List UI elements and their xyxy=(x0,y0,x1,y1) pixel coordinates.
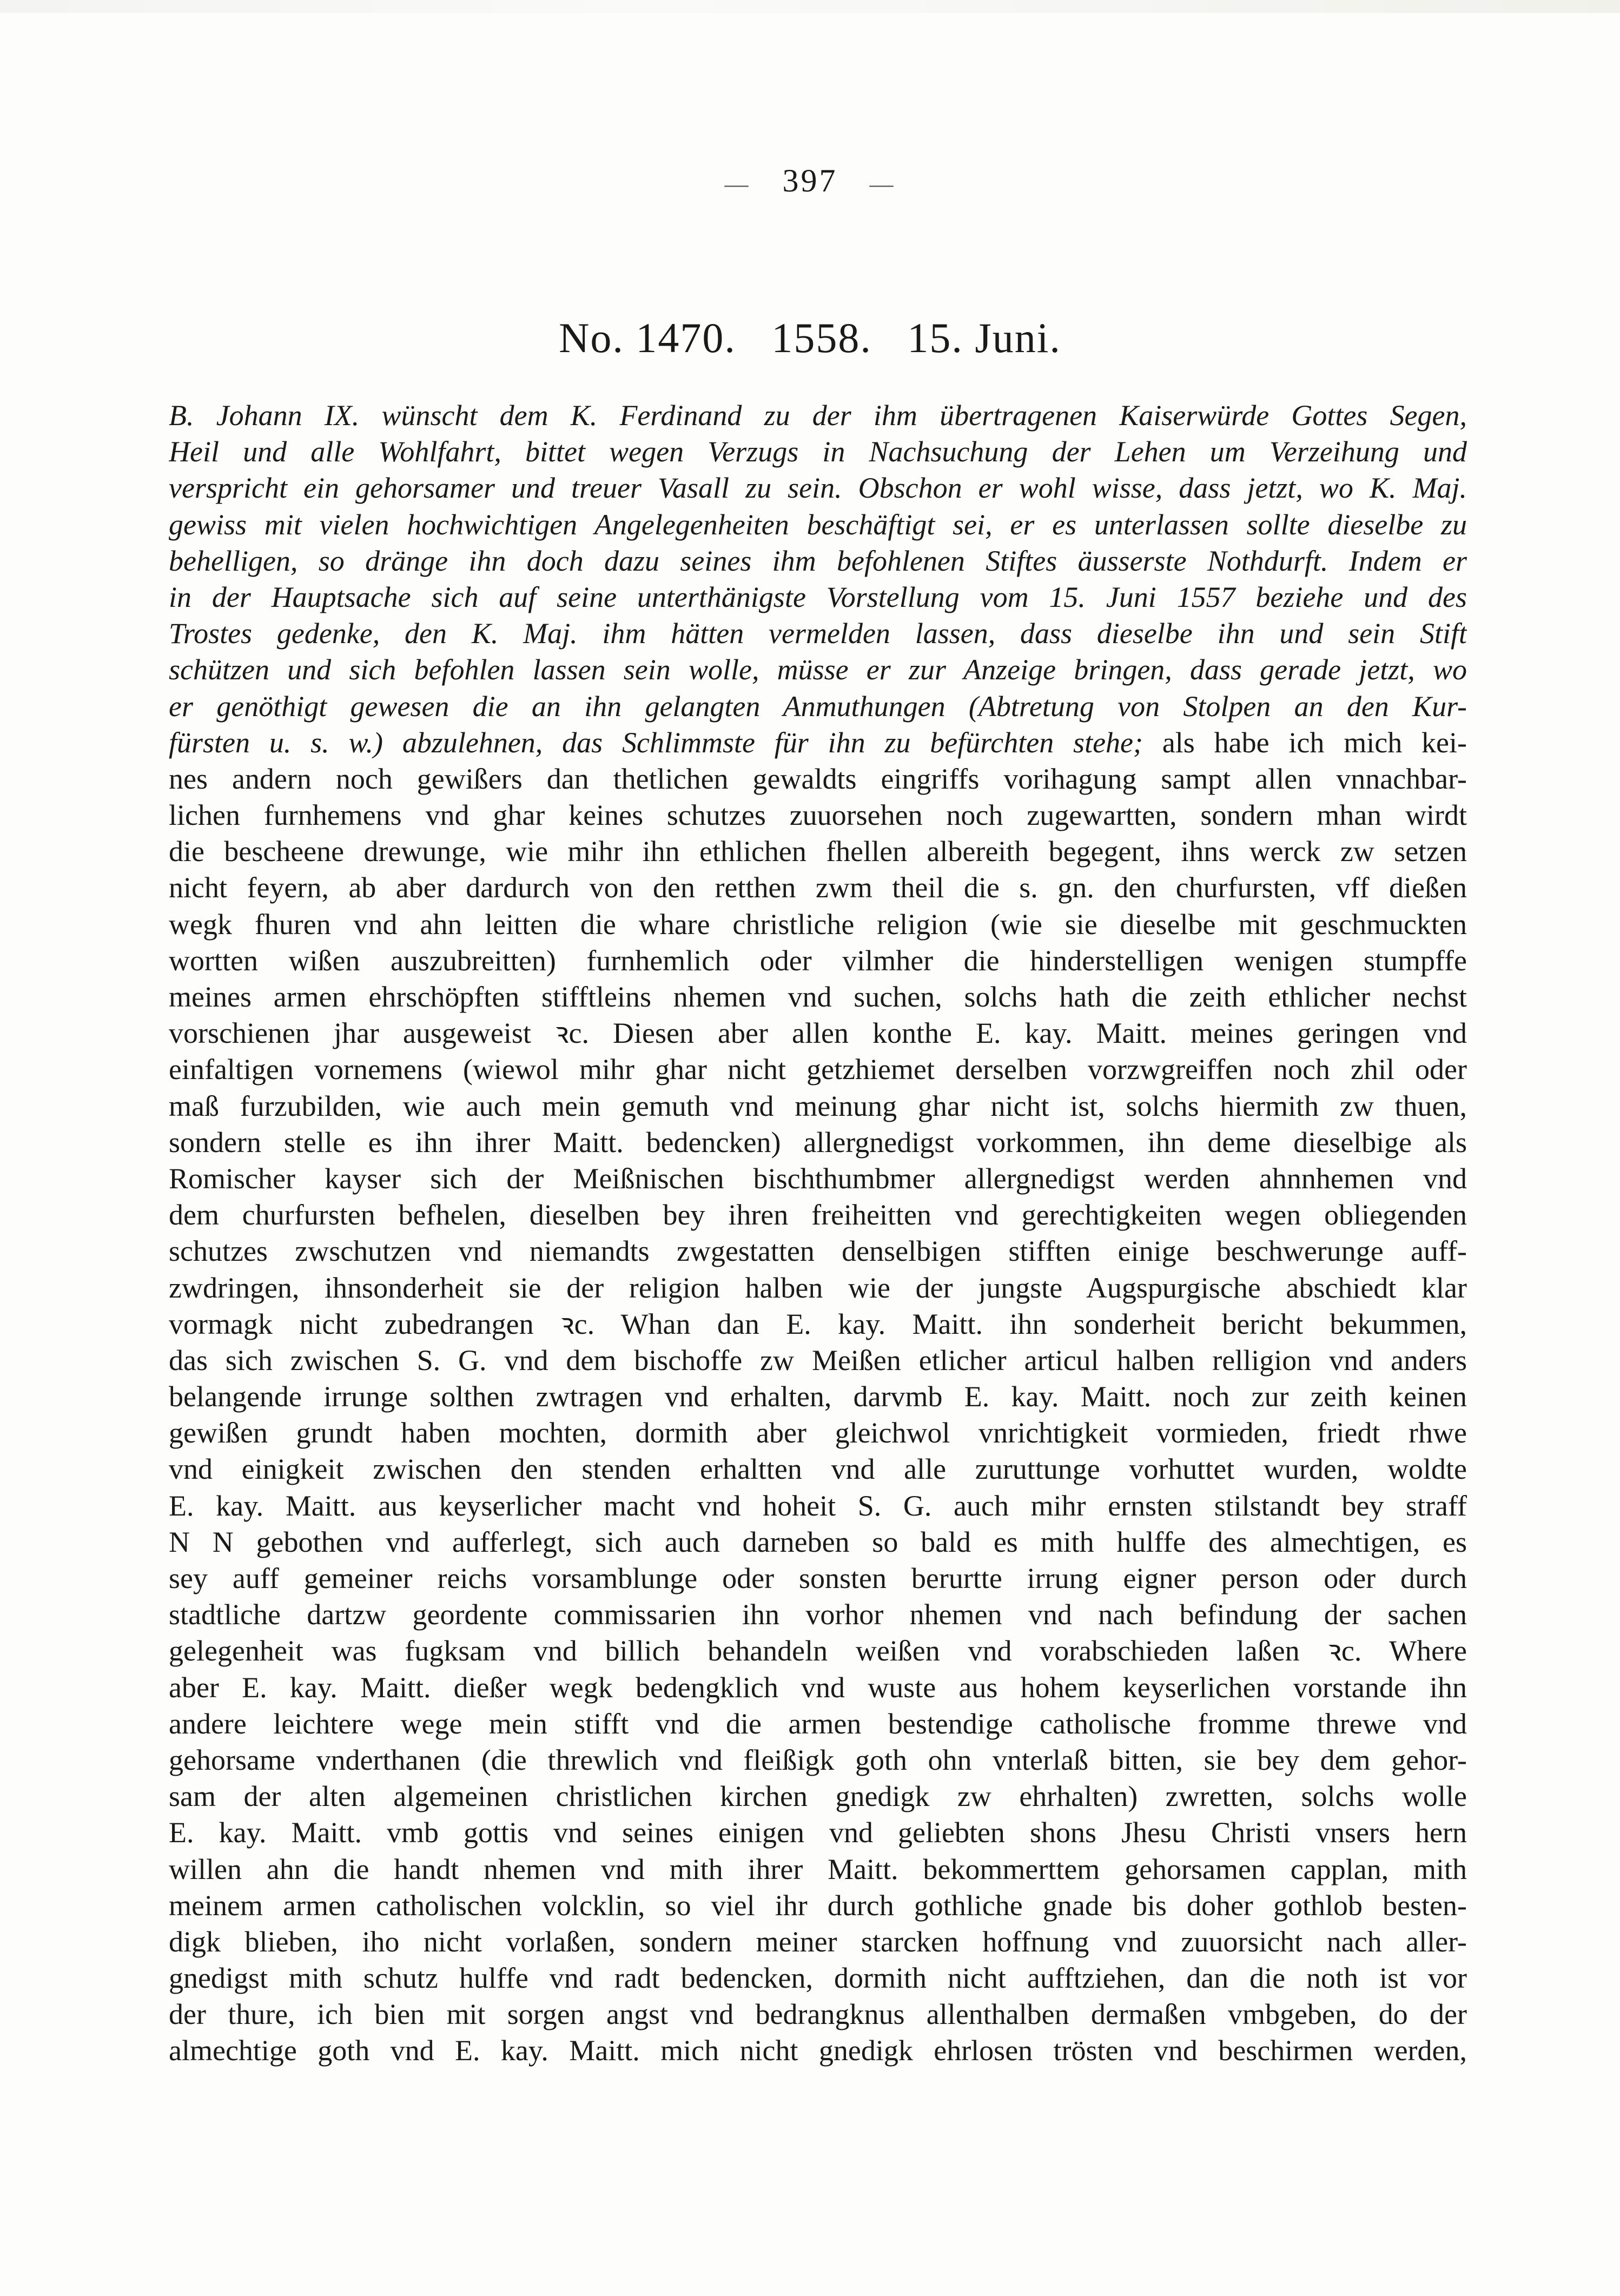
text-line: einfaltigen vornemens (wiewol mihr ghar nicht getzhiemet derselben vorzwgreiffen noch zhil oder xyxy=(169,1053,1467,1086)
text-line: stadtliche dartzw geordente commissarien ihn vorhor nhemen vnd nach befindung der sachen xyxy=(169,1598,1467,1631)
text-line: gelegenheit was fugksam vnd billich behandeln weißen vnd vorabschieden laßen ꝛc. Where xyxy=(169,1635,1467,1668)
text-line: schützen und sich befohlen lassen sein wolle, müsse er zur Anzeige bringen, dass gerade jetzt, wo xyxy=(169,653,1467,686)
text-line: meines armen ehrschöpften stifftleins nhemen vnd suchen, solchs hath die zeith ethlicher nechst xyxy=(169,981,1467,1013)
text-line: der thure, ich bien mit sorgen angst vnd bedrangknus allenthalben dermaßen vmbgeben, do der xyxy=(169,1998,1467,2031)
text-line: belangende irrunge solthen zwtragen vnd erhalten, darvmb E. kay. Maitt. noch zur zeith keinen xyxy=(169,1380,1467,1413)
text-line: Romischer kayser sich der Meißnischen bischthumbmer allergnedigst werden ahnnhemen vnd xyxy=(169,1162,1467,1195)
page-number xyxy=(0,162,1620,200)
text-line: das sich zwischen S. G. vnd dem bischoffe zw Meißen etlicher articul halben relligion vnd anders xyxy=(169,1344,1467,1377)
heading-number: No. 1470. xyxy=(559,314,736,361)
text-line: aber E. kay. Maitt. dießer wegk bedengklich vnd wuste aus hohem keyserlichen vorstande ihn xyxy=(169,1671,1467,1704)
text-line: er genöthigt gewesen die an ihn gelangten Anmuthungen (Abtretung von Stolpen an den Kur- xyxy=(169,690,1467,723)
text-line: Heil und alle Wohlfahrt, bittet wegen Verzugs in Nachsuchung der Lehen um Verzeihung und xyxy=(169,435,1467,468)
text-line: verspricht ein gehorsamer und treuer Vasall zu sein. Obschon er wohl wisse, dass jetzt, wo K. Maj. xyxy=(169,472,1467,505)
body-text xyxy=(169,398,1467,2069)
heading-date: 15. Juni. xyxy=(907,314,1061,361)
heading-year: 1558. xyxy=(771,314,872,361)
text-line: die bescheene drewunge, wie mihr ihn ethlichen fhellen albereith begegent, ihns werck zw setzen xyxy=(169,835,1467,868)
text-line: wortten wißen auszubreitten) furnhemlich oder vilmher die hinderstelligen wenigen stumpffe xyxy=(169,944,1467,977)
text-line: N N gebothen vnd aufferlegt, sich auch darneben so bald es mith hulffe des almechtigen, es xyxy=(169,1525,1467,1558)
text-line-roman-part: als habe ich mich kei- xyxy=(1143,726,1467,759)
text-line: sey auff gemeiner reichs vorsamblunge oder sonsten berurtte irrung eigner person oder durch xyxy=(169,1562,1467,1594)
text-line: vorschienen jhar ausgeweist ꝛc. Diesen aber allen konthe E. kay. Maitt. meines geringen vnd xyxy=(169,1017,1467,1050)
text-line: digk blieben, iho nicht vorlaßen, sondern meiner starcken hoffnung vnd zuuorsicht nach aller- xyxy=(169,1925,1467,1958)
text-line: in der Hauptsache sich auf seine unterthänigste Vorstellung vom 15. Juni 1557 beziehe und des xyxy=(169,580,1467,613)
text-line: maß furzubilden, wie auch mein gemuth vnd meinung ghar nicht ist, solchs hiermith zw thuen, xyxy=(169,1089,1467,1122)
text-line: gewiss mit vielen hochwichtigen Angelegenheiten beschäftigt sei, er es unterlassen sollte dieselbe zu xyxy=(169,508,1467,541)
text-line: Trostes gedenke, den K. Maj. ihm hätten vermelden lassen, dass dieselbe ihn und sein Stift xyxy=(169,617,1467,650)
text-line: gewißen grundt haben mochten, dormith aber gleichwol vnrichtigkeit vormieden, friedt rhwe xyxy=(169,1417,1467,1450)
text-line: behelligen, so dränge ihn doch dazu seines ihm befohlenen Stiftes äusserste Nothdurft. Indem er xyxy=(169,544,1467,577)
text-line: dem churfursten befhelen, dieselben bey ihren freiheitten vnd gerechtigkeiten wegen obliegenden xyxy=(169,1199,1467,1232)
text-line xyxy=(169,725,1467,761)
text-line: nicht feyern, ab aber dardurch von den retthen zwm theil die s. gn. den churfursten, vff dießen xyxy=(169,871,1467,904)
text-line: nes andern noch gewißers dan thetlichen gewaldts eingriffs vorihagung sampt allen vnnachbar- xyxy=(169,762,1467,795)
page-number-value: 397 xyxy=(782,163,838,198)
text-line: vormagk nicht zubedrangen ꝛc. Whan dan E. kay. Maitt. ihn sonderheit bericht bekummen, xyxy=(169,1307,1467,1340)
text-line: gehorsame vnderthanen (die threwlich vnd fleißigk goth ohn vnterlaß bitten, sie bey dem gehor- xyxy=(169,1743,1467,1776)
text-line-italic-part: fürsten u. s. w.) abzulehnen, das Schlimmste für ihn zu befürchten stehe; xyxy=(169,726,1143,759)
document-heading xyxy=(0,314,1620,362)
text-line: vnd einigkeit zwischen den stenden erhaltten vnd alle zuruttunge vorhuttet wurden, woldte xyxy=(169,1453,1467,1486)
text-line: E. kay. Maitt. vmb gottis vnd seines einigen vnd geliebten shons Jhesu Christi vnsers hern xyxy=(169,1816,1467,1849)
text-line: gnedigst mith schutz hulffe vnd radt bedencken, dormith nicht aufftziehen, dan die noth ist vor xyxy=(169,1962,1467,1995)
text-line: lichen furnhemens vnd ghar keines schutzes zuuorsehen noch zugewartten, sondern mhan wirdt xyxy=(169,799,1467,832)
text-line: zwdringen, ihnsonderheit sie der religion halben wie der jungste Augspurgische abschiedt klar xyxy=(169,1271,1467,1304)
text-line: sam der alten algemeinen christlichen kirchen gnedigk zw ehrhalten) zwretten, solchs wolle xyxy=(169,1780,1467,1813)
text-line: willen ahn die handt nhemen vnd mith ihrer Maitt. bekommerttem gehorsamen capplan, mith xyxy=(169,1852,1467,1885)
text-line: andere leichtere wege mein stifft vnd die armen bestendige catholische fromme threwe vnd xyxy=(169,1707,1467,1740)
scan-edge xyxy=(0,0,1620,13)
text-line: almechtige goth vnd E. kay. Maitt. mich nicht gnedigk ehrlosen trösten vnd beschirmen werden, xyxy=(169,2034,1467,2067)
text-line: schutzes zwschutzen vnd niemandts zwgestatten denselbigen stifften einige beschwerunge auff- xyxy=(169,1235,1467,1268)
text-line: meinem armen catholischen volcklin, so viel ihr durch gothliche gnade bis doher gothlob besten- xyxy=(169,1889,1467,1922)
page-number-dash-left: — xyxy=(724,170,751,197)
text-line: B. Johann IX. wünscht dem K. Ferdinand zu der ihm übertragenen Kaiserwürde Gottes Segen, xyxy=(169,399,1467,432)
text-line: E. kay. Maitt. aus keyserlicher macht vnd hoheit S. G. auch mihr ernsten stilstandt bey straff xyxy=(169,1489,1467,1522)
page-number-dash-right: — xyxy=(869,170,896,197)
text-line: sondern stelle es ihn ihrer Maitt. bedencken) allergnedigst vorkommen, ihn deme dieselbige als xyxy=(169,1126,1467,1159)
text-line: wegk fhuren vnd ahn leitten die whare christliche religion (wie sie dieselbe mit geschmuckten xyxy=(169,908,1467,941)
